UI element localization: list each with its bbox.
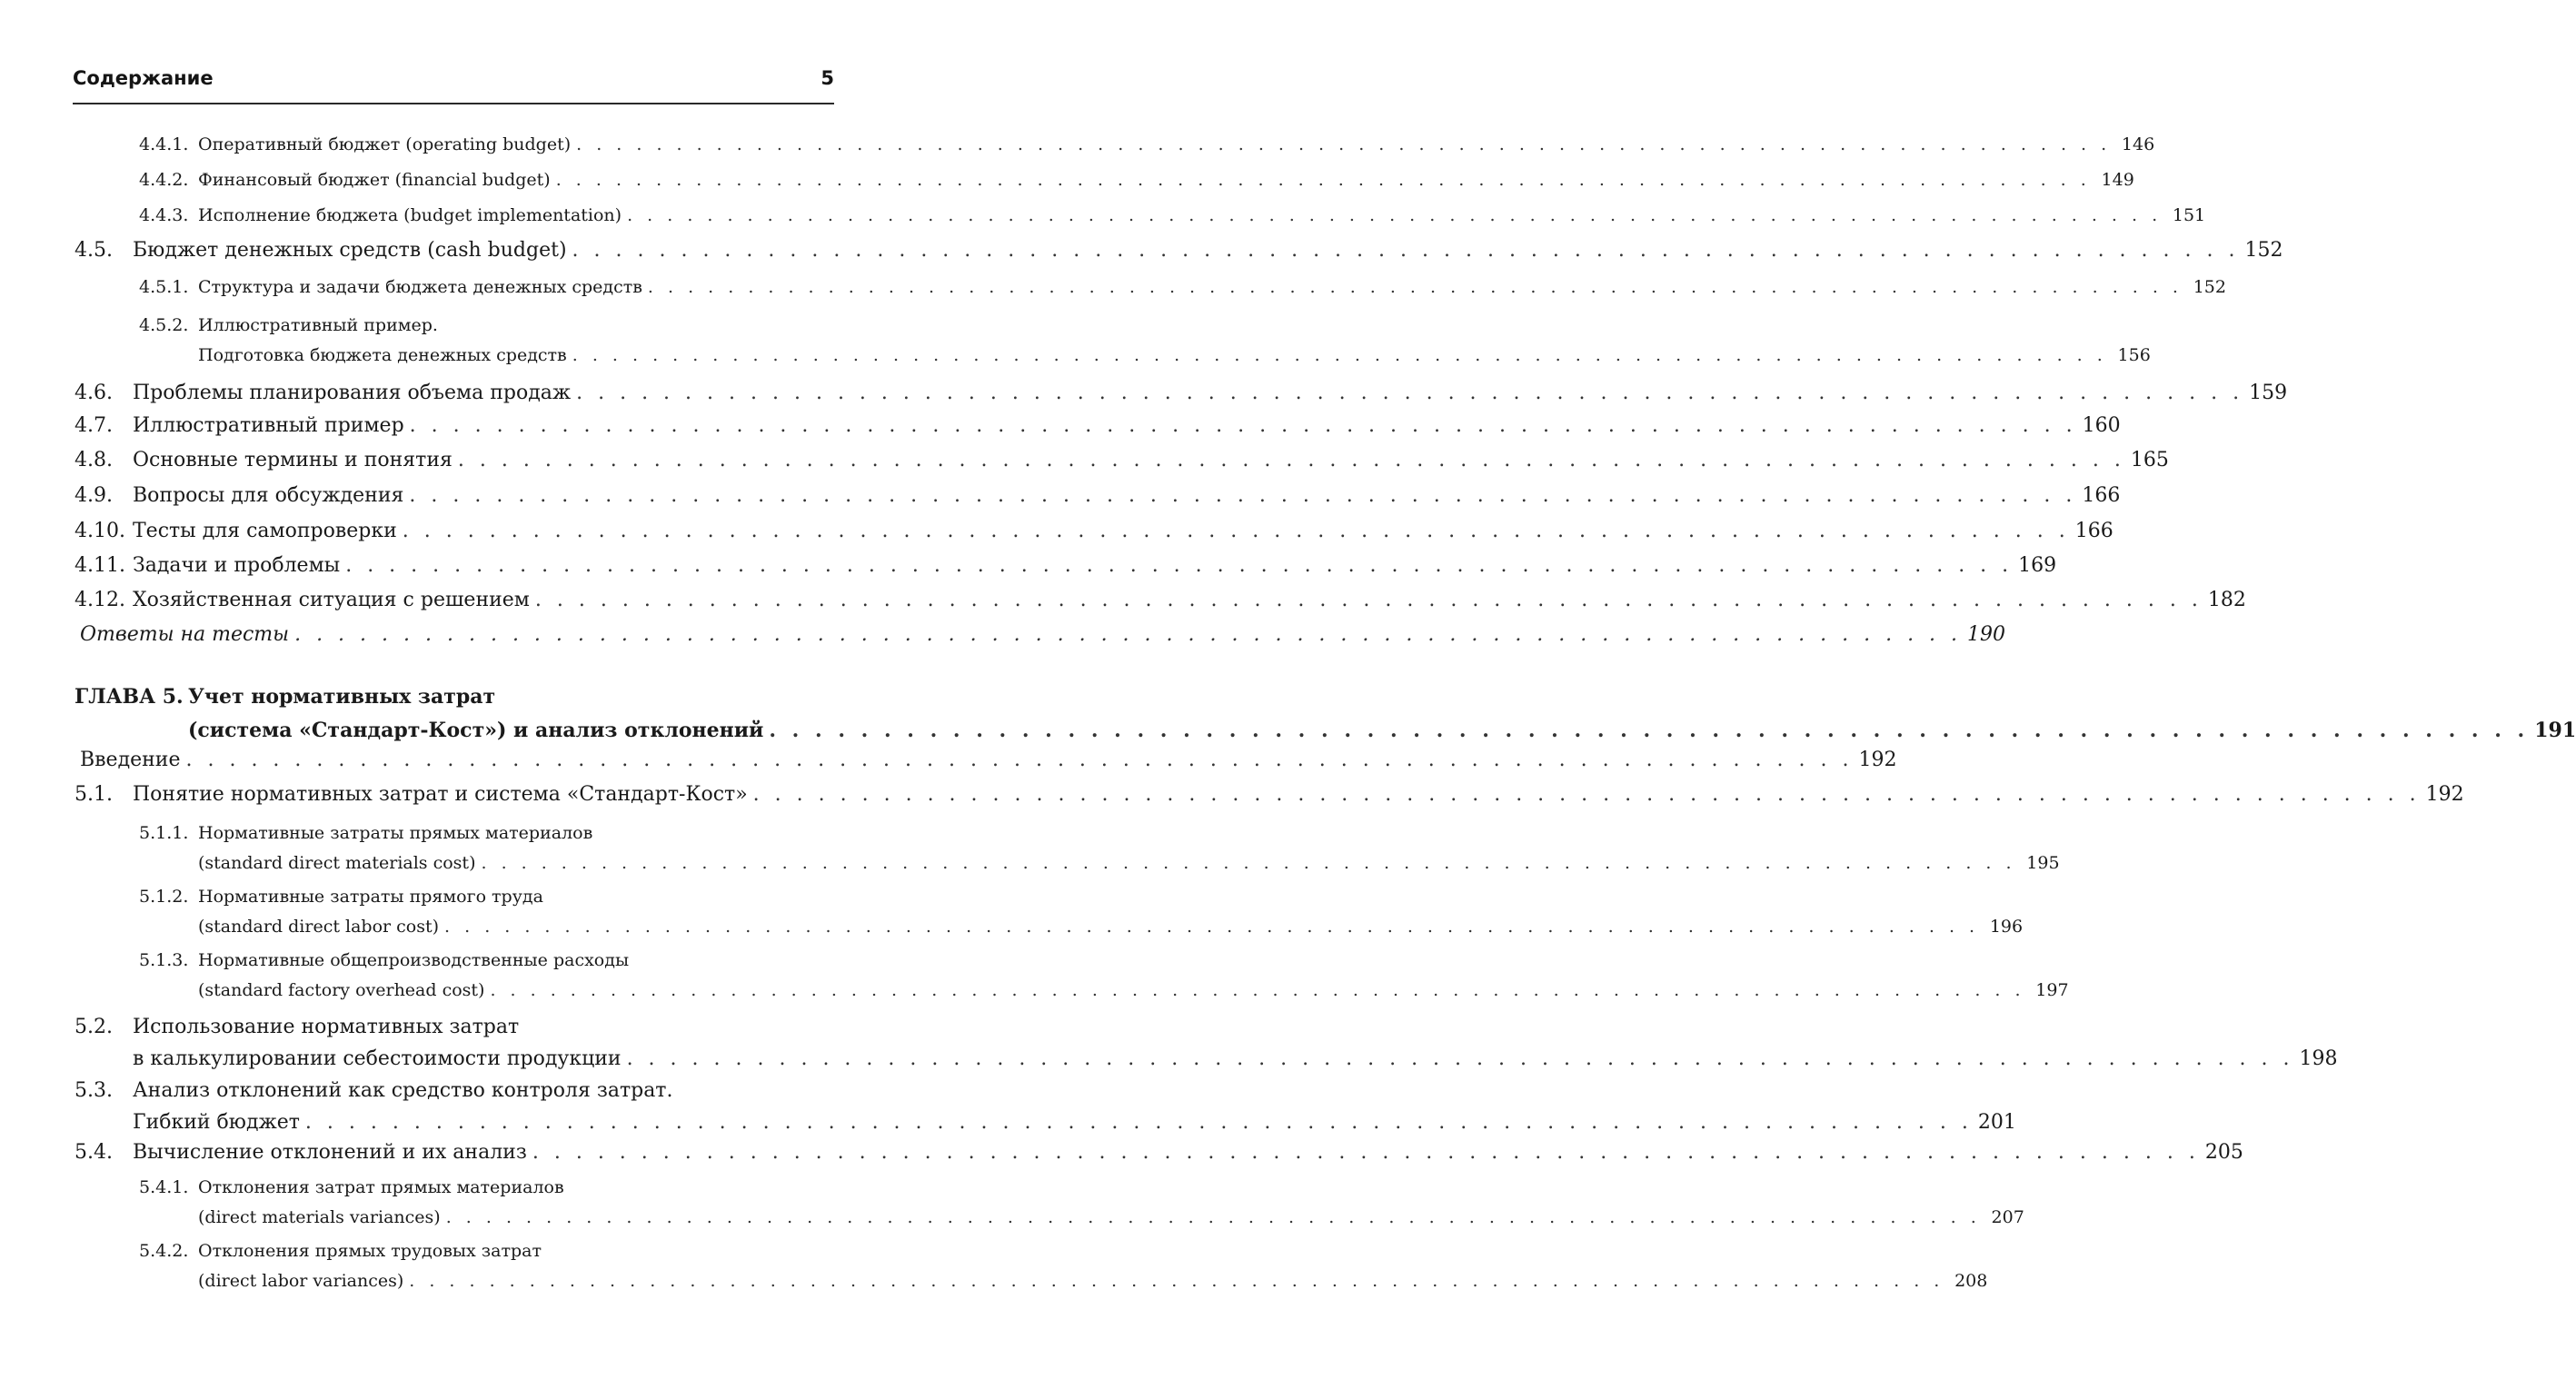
toc-entry-title: Отклонения прямых трудовых затрат [198,1241,542,1261]
toc-entry-number: 4.4.2. [139,170,189,190]
toc-entry-title: (direct materials variances) [198,1207,441,1227]
toc-page-number: 166 [2074,520,2114,542]
toc-entry-title: Использование нормативных затрат [133,1016,520,1038]
toc-page-number: 196 [1989,917,2024,937]
dot-leader: . . . . . . . . . . . . . . . . . . . . . . . . . . . . . . . . . . . . . . . . . . . . . . . . . . . . . . . . . . . . . . . . . . . . . . . . . . . . . [576,134,2112,154]
toc-entry-title: Тесты для самопроверки [133,520,397,542]
toc-entry-number: 5.1. [75,783,113,806]
toc-entry-number: 4.10. [75,520,125,542]
dot-leader: . . . . . . . . . . . . . . . . . . . . . . . . . . . . . . . . . . . . . . . . . . . . . . . . . . . . . . . . . . . . . . . . . . . . . . . . . . . . . [304,1111,1973,1134]
toc-entry-title: Оперативный бюджет (operating budget) [198,134,572,154]
toc-entry-number: 4.4.3. [139,205,189,225]
toc-page-number: 195 [2026,853,2060,873]
toc-entry-title: Вопросы для обсуждения [133,484,404,507]
toc-entry-title: Ответы на тесты [80,623,290,646]
dot-leader: . . . . . . . . . . . . . . . . . . . . . . . . . . . . . . . . . . . . . . . . . . . . . . . . . . . . . . . . . . . . . . . . . . . . . . . . . . . . . [752,783,2421,806]
toc-entry-title: Хозяйственная ситуация с решением [133,589,530,611]
toc-page-number: 208 [1954,1271,1988,1291]
dot-leader: . . . . . . . . . . . . . . . . . . . . . . . . . . . . . . . . . . . . . . . . . . . . . . . . . . . . . . . . . . . . . . . . . . . . . . . . . . . . . [576,382,2244,404]
toc-entry-title: (direct labor variances) [198,1271,404,1291]
toc-page-number: 159 [2249,382,2288,404]
toc-entry-title: Понятие нормативных затрат и система «Стандарт-Кост» [133,783,748,806]
toc-page-number: 191 [2534,719,2576,742]
toc-entry-title: (система «Стандарт-Кост») и анализ отклонений [188,719,764,742]
toc-entry-title: Подготовка бюджета денежных средств [198,345,567,365]
toc-entry-number: 4.8. [75,449,113,471]
toc-entry-title: Бюджет денежных средств (cash budget) [133,239,567,262]
toc-entry-number: 5.3. [75,1079,113,1102]
dot-leader: . . . . . . . . . . . . . . . . . . . . . . . . . . . . . . . . . . . . . . . . . . . . . . . . . . . . . . . . . . . . . . . . . . . . . . . . . . . . . [534,589,2203,611]
toc-page-number: 169 [2018,554,2057,577]
toc-page-number: 156 [2117,345,2151,365]
toc-page-number: 151 [2172,205,2206,225]
toc-entry-title: Гибкий бюджет [133,1111,300,1134]
toc-entry-title: Отклонения затрат прямых материалов [198,1177,564,1197]
header-page-number: 5 [821,67,834,89]
toc-entry-title: Нормативные затраты прямых материалов [198,823,593,843]
toc-page-number: 152 [2193,277,2226,297]
dot-leader: . . . . . . . . . . . . . . . . . . . . . . . . . . . . . . . . . . . . . . . . . . . . . . . . . . . . . . . . . . . . . . . . . . . . . . . . . . . . . [294,623,1963,646]
toc-entry-title: (standard direct labor cost) [198,917,440,937]
dot-leader: . . . . . . . . . . . . . . . . . . . . . . . . . . . . . . . . . . . . . . . . . . . . . . . . . . . . . . . . . . . . . . . . . . . . . . . . . . . . . [409,1271,1944,1291]
toc-entry-number: 5.4. [75,1141,113,1164]
toc-entry-title: Задачи и проблемы [133,554,341,577]
toc-entry-title: (standard direct materials cost) [198,853,476,873]
toc-page-number: 160 [2082,414,2121,437]
toc-entry-number: 5.1.2. [139,887,189,907]
toc-entry-title: Нормативные общепроизводственные расходы [198,950,630,970]
toc-entry-title: Нормативные затраты прямого труда [198,887,543,907]
toc-entry-title: Введение [80,749,181,771]
toc-entry-number: 4.4.1. [139,134,189,154]
dot-leader: . . . . . . . . . . . . . . . . . . . . . . . . . . . . . . . . . . . . . . . . . . . . . . . . . . . . . . . . . . . . . . . . . . . . . . . . . . . . . [555,170,2091,190]
header-title: Содержание [73,67,214,89]
toc-page-number: 190 [1967,623,2006,646]
toc-entry-title: (standard factory overhead cost) [198,980,485,1000]
dot-leader: . . . . . . . . . . . . . . . . . . . . . . . . . . . . . . . . . . . . . . . . . . . . . . . . . . . . . . . . . . . . . . . . . . . . . . . . . . . . . [481,853,2016,873]
dot-leader: . . . . . . . . . . . . . . . . . . . . . . . . . . . . . . . . . . . . . . . . . . . . . . . . . . . . . . . . . . . . . . . . . . . . . . . . . . . . . [457,449,2125,471]
toc-page-number: 166 [2082,484,2121,507]
dot-leader: . . . . . . . . . . . . . . . . . . . . . . . . . . . . . . . . . . . . . . . . . . . . . . . . . . . . . . . . . . . . . . . . . . . . . . . . . . . . . [572,345,2107,365]
toc-entry-title: Иллюстративный пример. [198,315,438,335]
header-rule [73,103,834,104]
dot-leader: . . . . . . . . . . . . . . . . . . . . . . . . . . . . . . . . . . . . . . . . . . . . . . . . . . . . . . . . . . . . . . . . . . . . . . . . . . . . . [490,980,2025,1000]
toc-entry-title: Учет нормативных затрат [188,685,496,709]
toc-entry-title: Исполнение бюджета (budget implementation) [198,205,622,225]
toc-entry-title: Финансовый бюджет (financial budget) [198,170,551,190]
toc-page-number: 201 [1977,1111,2016,1134]
dot-leader: . . . . . . . . . . . . . . . . . . . . . . . . . . . . . . . . . . . . . . . . . . . . . . . . . . . . . . . . . . . . . . . . . . . . . . . . . . . . . [409,484,2077,507]
toc-page-number: 152 [2244,239,2283,262]
toc-entry-title: Проблемы планирования объема продаж [133,382,572,404]
dot-leader: . . . . . . . . . . . . . . . . . . . . . . . . . . . . . . . . . . . . . . . . . . . . . . . . . . . . . . . . . . . . . . . . . . . . . . . . . . . . . [445,1207,1981,1227]
dot-leader: . . . . . . . . . . . . . . . . . . . . . . . . . . . . . . . . . . . . . . . . . . . . . . . . . . . . . . . . . . . . . . . . . . . . . . . . . . . . . [345,554,2014,577]
toc-entry-title: Структура и задачи бюджета денежных средств [198,277,642,297]
toc-entry-title: Вычисление отклонений и их анализ [133,1141,527,1164]
toc-entry-number: 5.4.2. [139,1241,189,1261]
dot-leader: . . . . . . . . . . . . . . . . . . . . . . . . . . . . . . . . . . . . . . . . . . . . . . . . . . . . . . . . . . . . . . . . . . . . . . . . . . . . . [626,1047,2294,1070]
dot-leader: . . . . . . . . . . . . . . . . . . . . . . . . . . . . . . . . . . . . . . . . . . . . . . . . . . . . . . . . . . . . . . . . . . . . . . . . . . . . . [572,239,2240,262]
toc-page-number: 205 [2204,1141,2243,1164]
toc-entry-number: 4.5. [75,239,113,262]
toc-page-number: 192 [2425,783,2464,806]
toc-page-number: 198 [2299,1047,2338,1070]
toc-entry-number: ГЛАВА 5. [75,685,184,709]
toc-entry-number: 4.7. [75,414,113,437]
toc-page-number: 207 [1991,1207,2024,1227]
toc-entry-number: 4.12. [75,589,125,611]
toc-page-number: 146 [2121,134,2155,154]
toc-entry-title: Иллюстративный пример [133,414,404,437]
toc-entry-title: Анализ отклонений как средство контроля затрат. [133,1079,673,1102]
toc-entry-number: 4.11. [75,554,125,577]
toc-entry-number: 5.1.3. [139,950,189,970]
dot-leader: . . . . . . . . . . . . . . . . . . . . . . . . . . . . . . . . . . . . . . . . . . . . . . . . . . . . . . . . . . . . . . . . . . . . . . . . . . . . . [627,205,2163,225]
dot-leader: . . . . . . . . . . . . . . . . . . . . . . . . . . . . . . . . . . . . . . . . . . . . . . . . . . . . . . . . . . . . . . . . . . . . . . . . . . . . . [647,277,2183,297]
toc-page-number: 165 [2130,449,2169,471]
toc-entry-number: 5.2. [75,1016,113,1038]
dot-leader: . . . . . . . . . . . . . . . . . . . . . . . . . . . . . . . . . . . . . . . . . . . . . . . . . . . . . . . . . . . . . . . . . . . . . . . . . . . . . [402,520,2070,542]
toc-entry-title: Основные термины и понятия [133,449,453,471]
toc-page-number: 192 [1858,749,1897,771]
toc-page-number: 182 [2207,589,2246,611]
toc-entry-number: 5.4.1. [139,1177,189,1197]
toc-page-number: 197 [2035,980,2069,1000]
toc-entry-number: 4.5.2. [139,315,189,335]
dot-leader: . . . . . . . . . . . . . . . . . . . . . . . . . . . . . . . . . . . . . . . . . . . . . . . . . . . . . . . . . . . . . . . . . . . . . . . . . . . . . [769,719,2530,742]
toc-entry-number: 4.5.1. [139,277,189,297]
toc-entry-title: в калькулировании себестоимости продукции [133,1047,622,1070]
toc-entry-number: 5.1.1. [139,823,189,843]
dot-leader: . . . . . . . . . . . . . . . . . . . . . . . . . . . . . . . . . . . . . . . . . . . . . . . . . . . . . . . . . . . . . . . . . . . . . . . . . . . . . [532,1141,2200,1164]
dot-leader: . . . . . . . . . . . . . . . . . . . . . . . . . . . . . . . . . . . . . . . . . . . . . . . . . . . . . . . . . . . . . . . . . . . . . . . . . . . . . [409,414,2077,437]
dot-leader: . . . . . . . . . . . . . . . . . . . . . . . . . . . . . . . . . . . . . . . . . . . . . . . . . . . . . . . . . . . . . . . . . . . . . . . . . . . . . [185,749,1854,771]
toc-page-number: 149 [2101,170,2134,190]
toc-entry-number: 4.6. [75,382,113,404]
toc-entry-number: 4.9. [75,484,113,507]
running-header [73,67,834,89]
dot-leader: . . . . . . . . . . . . . . . . . . . . . . . . . . . . . . . . . . . . . . . . . . . . . . . . . . . . . . . . . . . . . . . . . . . . . . . . . . . . . [444,917,1980,937]
